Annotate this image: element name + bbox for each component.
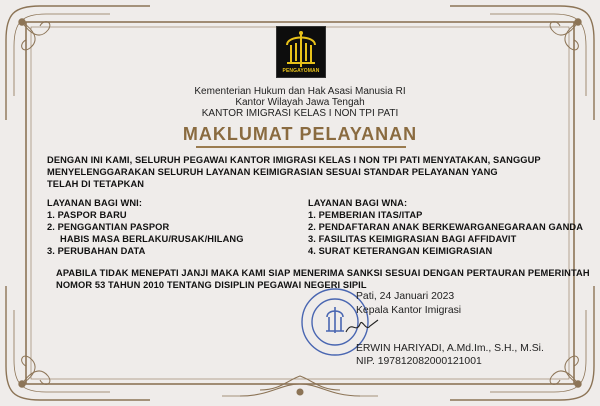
- statement-line-3: TELAH DI TETAPKAN: [47, 179, 145, 189]
- signer-nip: NIP. 197812082000121001: [356, 356, 482, 367]
- list-item: 4. SURAT KETERANGAN KEIMIGRASIAN: [308, 246, 493, 256]
- handwritten-signature: [344, 316, 384, 336]
- wni-heading: LAYANAN BAGI WNI:: [47, 198, 143, 208]
- list-item: 2. PENDAFTARAN ANAK BERKEWARGANEGARAAN GANDA: [308, 222, 584, 232]
- list-item: 2. PENGGANTIAN PASPOR: [47, 222, 170, 232]
- signer-position: Kepala Kantor Imigrasi: [356, 305, 462, 316]
- header-ministry: Kementerian Hukum dan Hak Asasi Manusia RI: [194, 86, 406, 97]
- header-office: KANTOR IMIGRASI KELAS I NON TPI PATI: [201, 108, 399, 119]
- list-item: 3. PERUBAHAN DATA: [47, 246, 146, 256]
- sanction-line-1: APABILA TIDAK MENEPATI JANJI MAKA KAMI SIAP MENERIMA SANKSI SESUAI DENGAN PERTAURAN PEMERINTAH: [56, 268, 590, 278]
- statement-line-1: DENGAN INI KAMI, SELURUH PEGAWAI KANTOR IMIGRASI KELAS I NON TPI PATI MENYATAKAN, SANGGUP: [47, 155, 541, 165]
- title-underline: [196, 146, 406, 148]
- header-region: Kantor Wilayah Jawa Tengah: [235, 97, 365, 108]
- logo-caption: PENGAYOMAN: [282, 68, 320, 74]
- page-title: MAKLUMAT PELAYANAN: [182, 124, 418, 144]
- statement-line-2: MENYELENGGARAKAN SELURUH LAYANAN KEIMIGRASIAN SESUAI STANDAR PELAYANAN YANG: [47, 167, 498, 177]
- place-date: Pati, 24 Januari 2023: [356, 291, 455, 302]
- sanction-line-2: NOMOR 53 TAHUN 2010 TENTANG DISIPLIN PEGAWAI NEGERI SIPIL: [56, 280, 367, 290]
- pengayoman-logo: [276, 26, 326, 78]
- wna-heading: LAYANAN BAGI WNA:: [308, 198, 408, 208]
- signer-name: ERWIN HARIYADI, A.Md.Im., S.H., M.Si.: [356, 343, 544, 354]
- list-item: 1. PASPOR BARU: [47, 210, 127, 220]
- list-item: 1. PEMBERIAN ITAS/ITAP: [308, 210, 423, 220]
- list-item: 3. FASILITAS KEIMIGRASIAN BAGI AFFIDAVIT: [308, 234, 517, 244]
- list-item-continuation: HABIS MASA BERLAKU/RUSAK/HILANG: [60, 234, 244, 244]
